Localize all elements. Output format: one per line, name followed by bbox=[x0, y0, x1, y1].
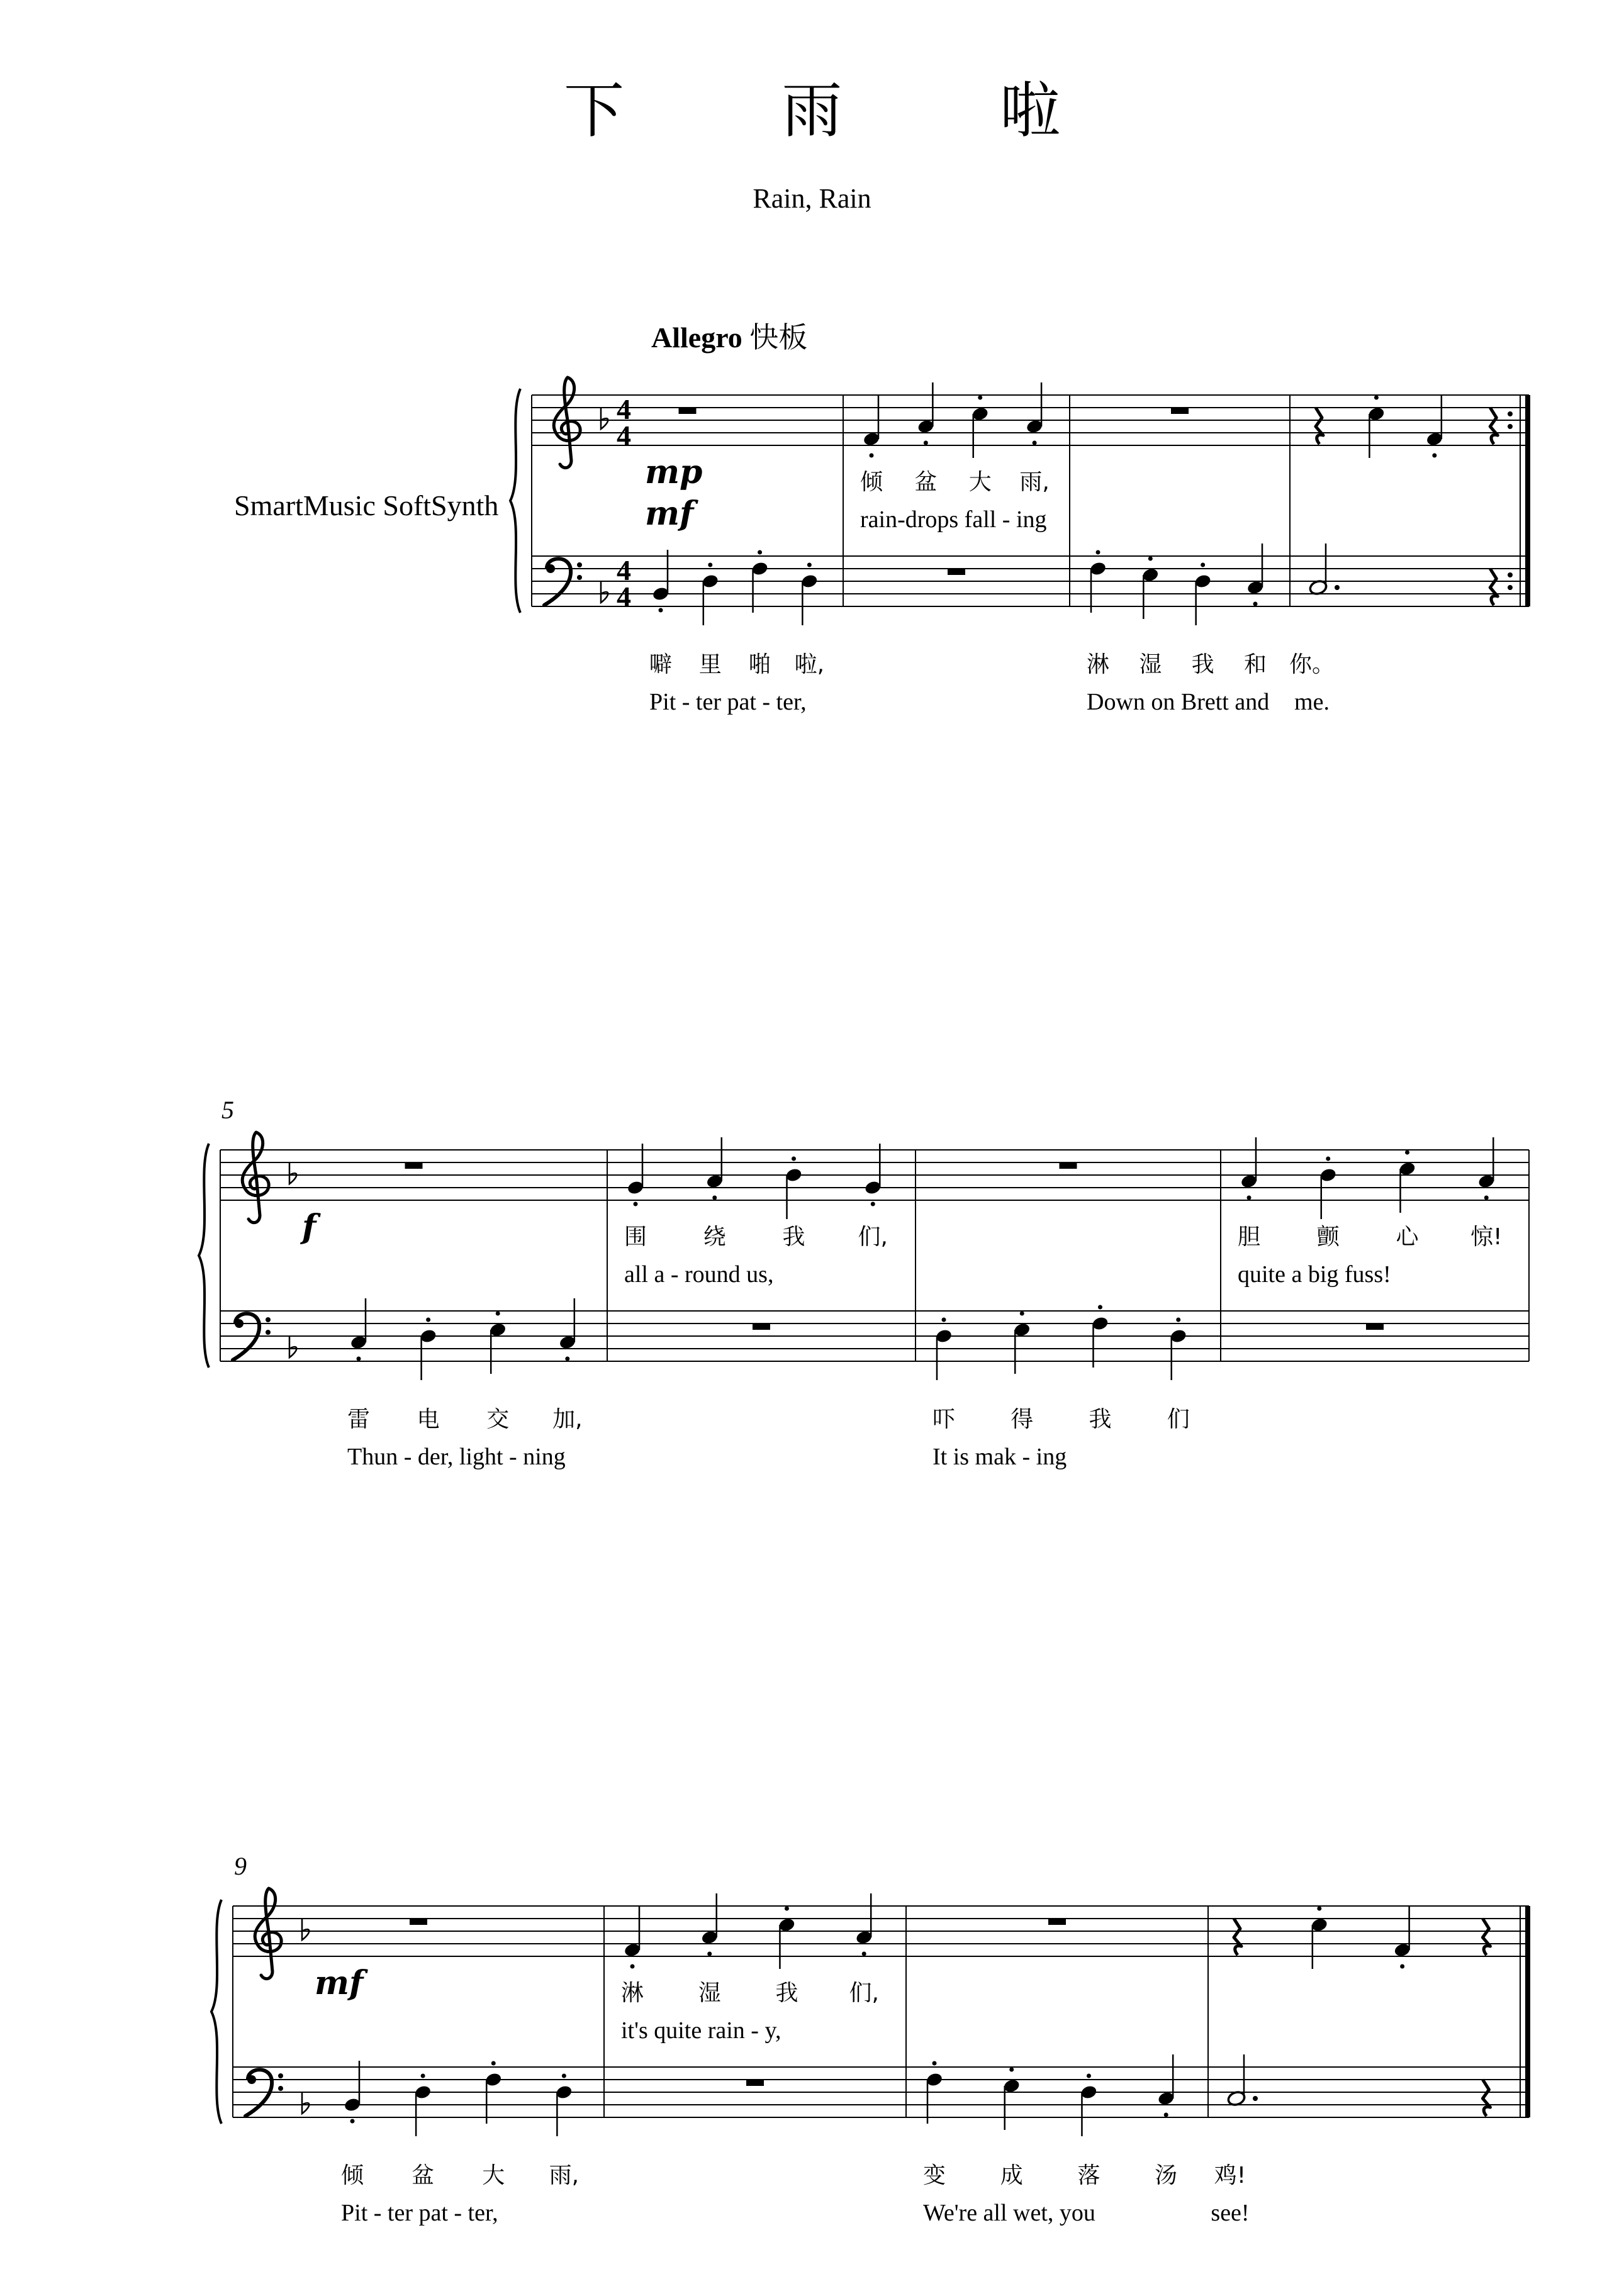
dynamic-marking: f bbox=[302, 1208, 316, 1246]
treble-staff bbox=[233, 1906, 1529, 1956]
whole-rest bbox=[405, 1162, 423, 1169]
lyric-chinese: 大 bbox=[968, 469, 992, 495]
staccato-dot bbox=[426, 1318, 430, 1322]
staccato-dot bbox=[421, 2074, 425, 2078]
staccato-dot bbox=[1164, 2113, 1168, 2117]
note bbox=[1425, 395, 1443, 458]
bass-clef-icon bbox=[233, 1313, 271, 1360]
whole-rest bbox=[1060, 1162, 1077, 1169]
measure-number: 9 bbox=[234, 1852, 247, 1880]
clef-dot bbox=[235, 1319, 244, 1328]
note bbox=[1013, 1312, 1031, 1374]
staccato-dot bbox=[1176, 1318, 1180, 1322]
staccato-dot bbox=[1201, 563, 1205, 567]
lyric-chinese: 们, bbox=[858, 1224, 888, 1250]
lyric-chinese: 绕 bbox=[703, 1224, 726, 1250]
note bbox=[1026, 382, 1044, 445]
note bbox=[1141, 557, 1160, 620]
staccato-dot bbox=[496, 1312, 500, 1316]
lyric-english: Pit - ter pat - ter, bbox=[649, 689, 807, 715]
staccato-dot bbox=[634, 1202, 638, 1207]
repeat-dot bbox=[1508, 585, 1513, 590]
bass-clef-icon bbox=[544, 559, 582, 605]
page-title: 下 雨 啦 bbox=[563, 75, 1130, 146]
bass-clef-icon bbox=[245, 2070, 283, 2116]
lyric-english: rain-drops fall - ing bbox=[860, 506, 1047, 533]
whole-rest bbox=[753, 1324, 770, 1330]
whole-rest bbox=[679, 408, 697, 414]
lyric-english: We're all wet, you bbox=[923, 2200, 1095, 2226]
clef-dot bbox=[266, 1330, 271, 1335]
lyric-chinese: 电 bbox=[417, 1407, 440, 1432]
final-barline bbox=[1525, 1906, 1530, 2117]
lyric-english: quite a big fuss! bbox=[1238, 1261, 1391, 1288]
treble-clef-icon bbox=[554, 377, 580, 468]
lyric-chinese: 我 bbox=[782, 1224, 805, 1250]
staccato-dot bbox=[870, 454, 874, 458]
lyric-chinese: 落 bbox=[1077, 2163, 1100, 2188]
quarter-rest bbox=[1490, 569, 1498, 605]
clef-dot bbox=[546, 564, 555, 573]
lyric-chinese: 颤 bbox=[1316, 1224, 1340, 1250]
time-signature: 4 bbox=[617, 554, 631, 586]
staccato-dot bbox=[785, 1907, 789, 1911]
time-signature: 4 bbox=[617, 420, 631, 452]
lyric-chinese: 交 bbox=[486, 1407, 510, 1432]
lyric-chinese: 淋 bbox=[620, 1980, 644, 2006]
staccato-dot bbox=[1317, 1907, 1321, 1911]
staccato-dot bbox=[1096, 550, 1100, 555]
staccato-dot bbox=[1405, 1151, 1409, 1155]
lyric-chinese: 成 bbox=[1000, 2163, 1023, 2188]
clef-dot bbox=[577, 575, 582, 580]
lyric-chinese: 心 bbox=[1396, 1224, 1419, 1250]
lyric-chinese: 吓 bbox=[932, 1407, 956, 1432]
staccato-dot bbox=[491, 2061, 496, 2066]
staccato-dot bbox=[871, 1202, 875, 1207]
quarter-rest bbox=[1482, 2080, 1490, 2116]
system-2 bbox=[199, 1096, 1529, 1470]
staccato-dot bbox=[1253, 602, 1258, 606]
clef-path bbox=[554, 377, 580, 468]
clef-path bbox=[242, 1132, 269, 1223]
lyric-english: Thun - der, light - ning bbox=[347, 1444, 566, 1470]
tempo-chinese: 快板 bbox=[749, 321, 808, 354]
quarter-rest bbox=[1234, 1919, 1241, 1955]
note bbox=[863, 395, 881, 458]
lyric-chinese: 倾 bbox=[340, 2163, 364, 2188]
measure-number: 5 bbox=[221, 1096, 234, 1124]
note bbox=[705, 1137, 724, 1200]
staccato-dot bbox=[350, 2119, 355, 2124]
system-brace bbox=[199, 1144, 209, 1368]
staccato-dot bbox=[807, 563, 812, 567]
staccato-dot bbox=[1326, 1157, 1330, 1161]
lyric-chinese: 变 bbox=[922, 2163, 946, 2188]
repeat-dot bbox=[1508, 424, 1513, 429]
instrument-name: SmartMusic SoftSynth bbox=[234, 489, 499, 521]
lyric-english: It is mak - ing bbox=[932, 1444, 1067, 1470]
treble-staff bbox=[532, 395, 1529, 445]
lyric-english: me. bbox=[1294, 689, 1330, 715]
lyric-chinese: 得 bbox=[1011, 1407, 1034, 1432]
staccato-dot bbox=[1009, 2068, 1014, 2072]
tempo-italian: Allegro bbox=[651, 321, 742, 354]
lyric-english: all a - round us, bbox=[624, 1261, 774, 1288]
staccato-dot bbox=[862, 1952, 866, 1956]
whole-rest bbox=[410, 1919, 427, 1925]
time-signature: 4 bbox=[617, 393, 631, 425]
lyric-chinese: 淋 bbox=[1086, 652, 1110, 677]
lyric-chinese: 雷 bbox=[347, 1407, 371, 1432]
final-barline bbox=[1525, 395, 1530, 606]
staccato-dot bbox=[712, 1196, 717, 1200]
staccato-dot bbox=[1087, 2074, 1091, 2078]
time-signature: 4 bbox=[617, 581, 631, 613]
lyric-chinese: 里 bbox=[698, 652, 722, 677]
augmentation-dot bbox=[1335, 585, 1340, 590]
note bbox=[1477, 1137, 1496, 1200]
staccato-dot bbox=[357, 1357, 361, 1361]
lyric-english: see! bbox=[1211, 2200, 1250, 2226]
note bbox=[1393, 1906, 1411, 1969]
flat-sign bbox=[302, 1919, 309, 1940]
lyric-chinese: 噼 bbox=[649, 652, 673, 677]
quarter-rest bbox=[1482, 1919, 1490, 1955]
staccato-dot bbox=[659, 608, 663, 613]
whole-rest bbox=[1366, 1324, 1384, 1330]
note bbox=[917, 382, 935, 445]
staccato-dot bbox=[1400, 1964, 1404, 1969]
note bbox=[778, 1907, 796, 1970]
whole-rest bbox=[1171, 408, 1189, 414]
flat-sign bbox=[601, 581, 608, 603]
treble-clef-icon bbox=[242, 1132, 269, 1223]
whole-rest bbox=[1048, 1919, 1066, 1925]
lyric-chinese: 啪 bbox=[748, 652, 771, 677]
staccato-dot bbox=[562, 2074, 566, 2078]
page-subtitle: Rain, Rain bbox=[753, 183, 871, 214]
staccato-dot bbox=[1247, 1196, 1252, 1200]
note bbox=[624, 1906, 642, 1969]
lyric-chinese: 们, bbox=[849, 1980, 879, 2006]
lyric-chinese: 我 bbox=[1191, 652, 1214, 677]
dynamic-marking: mf bbox=[315, 1964, 364, 2002]
lyric-chinese: 和 bbox=[1243, 652, 1267, 677]
clef-dot bbox=[266, 1317, 271, 1322]
flat-sign bbox=[601, 408, 608, 429]
lyric-english: Down on Brett and bbox=[1087, 689, 1270, 715]
note bbox=[1310, 1907, 1328, 1970]
note bbox=[971, 396, 989, 459]
staccato-dot bbox=[565, 1357, 569, 1361]
lyric-chinese: 雨, bbox=[549, 2163, 580, 2188]
lyric-chinese: 盆 bbox=[914, 469, 938, 495]
lyric-chinese: 湿 bbox=[1139, 652, 1162, 677]
clef-dot bbox=[278, 2086, 283, 2091]
note bbox=[1157, 2054, 1175, 2117]
staccato-dot bbox=[1033, 441, 1037, 445]
note bbox=[489, 1312, 507, 1374]
lyric-chinese: 惊! bbox=[1470, 1224, 1503, 1250]
note bbox=[700, 1893, 719, 1956]
lyric-chinese: 啦, bbox=[794, 652, 825, 677]
note bbox=[1246, 543, 1265, 606]
flat-sign bbox=[289, 1336, 296, 1357]
lyric-chinese: 我 bbox=[1089, 1407, 1112, 1432]
staccato-dot bbox=[708, 563, 712, 567]
augmentation-dot bbox=[1253, 2096, 1258, 2101]
dynamic-marking: mf bbox=[645, 494, 694, 533]
note bbox=[1240, 1137, 1258, 1200]
lyric-chinese: 你。 bbox=[1289, 652, 1335, 677]
quarter-rest bbox=[1490, 408, 1498, 444]
lyric-chinese: 盆 bbox=[412, 2163, 435, 2188]
repeat-dot bbox=[1508, 572, 1513, 577]
staccato-dot bbox=[924, 441, 928, 445]
staccato-dot bbox=[942, 1318, 946, 1322]
lyric-chinese: 们 bbox=[1167, 1407, 1190, 1432]
treble-clef-icon bbox=[255, 1888, 281, 1979]
note bbox=[1398, 1151, 1416, 1213]
lyric-chinese: 大 bbox=[482, 2163, 505, 2188]
system-brace bbox=[510, 389, 520, 613]
staccato-dot bbox=[932, 2061, 937, 2066]
note bbox=[1002, 2068, 1021, 2131]
staccato-dot bbox=[1432, 454, 1436, 458]
lyric-chinese: 鸡! bbox=[1214, 2163, 1246, 2188]
whole-rest bbox=[948, 569, 965, 575]
lyric-chinese: 湿 bbox=[698, 1980, 721, 2006]
quarter-rest bbox=[1316, 408, 1323, 444]
bass-staff bbox=[532, 556, 1529, 606]
clef-dot bbox=[278, 2073, 283, 2078]
staccato-dot bbox=[758, 550, 762, 555]
note bbox=[350, 1298, 368, 1361]
staccato-dot bbox=[1374, 396, 1379, 400]
staccato-dot bbox=[978, 396, 982, 400]
lyric-chinese: 加, bbox=[552, 1407, 583, 1432]
clef-path bbox=[255, 1888, 281, 1979]
lyric-chinese: 围 bbox=[624, 1224, 647, 1250]
flat-sign bbox=[289, 1162, 296, 1184]
flat-sign bbox=[302, 2092, 309, 2114]
dynamic-marking: mp bbox=[645, 453, 703, 491]
whole-rest bbox=[746, 2080, 764, 2086]
clef-dot bbox=[577, 562, 582, 567]
bass-staff bbox=[220, 1311, 1529, 1361]
staccato-dot bbox=[1148, 557, 1153, 561]
lyric-english: it's quite rain - y, bbox=[621, 2017, 781, 2044]
staccato-dot bbox=[630, 1964, 635, 1969]
clef-dot bbox=[247, 2075, 256, 2084]
lyric-chinese: 胆 bbox=[1237, 1224, 1261, 1250]
staccato-dot bbox=[1020, 1312, 1024, 1316]
lyric-chinese: 汤 bbox=[1155, 2163, 1178, 2188]
staccato-dot bbox=[707, 1952, 712, 1956]
lyric-chinese: 雨, bbox=[1019, 469, 1050, 495]
system-3 bbox=[211, 1852, 1530, 2226]
staccato-dot bbox=[1098, 1305, 1102, 1310]
lyric-english: Pit - ter pat - ter, bbox=[341, 2200, 498, 2226]
staccato-dot bbox=[1484, 1196, 1489, 1200]
staccato-dot bbox=[792, 1157, 796, 1161]
system-1 bbox=[510, 377, 1530, 715]
system-brace bbox=[211, 1900, 221, 2124]
lyric-chinese: 倾 bbox=[860, 469, 883, 495]
note bbox=[855, 1893, 873, 1956]
repeat-dot bbox=[1508, 411, 1513, 416]
lyric-chinese: 我 bbox=[775, 1980, 798, 2006]
note bbox=[558, 1298, 576, 1361]
note bbox=[1367, 396, 1386, 459]
